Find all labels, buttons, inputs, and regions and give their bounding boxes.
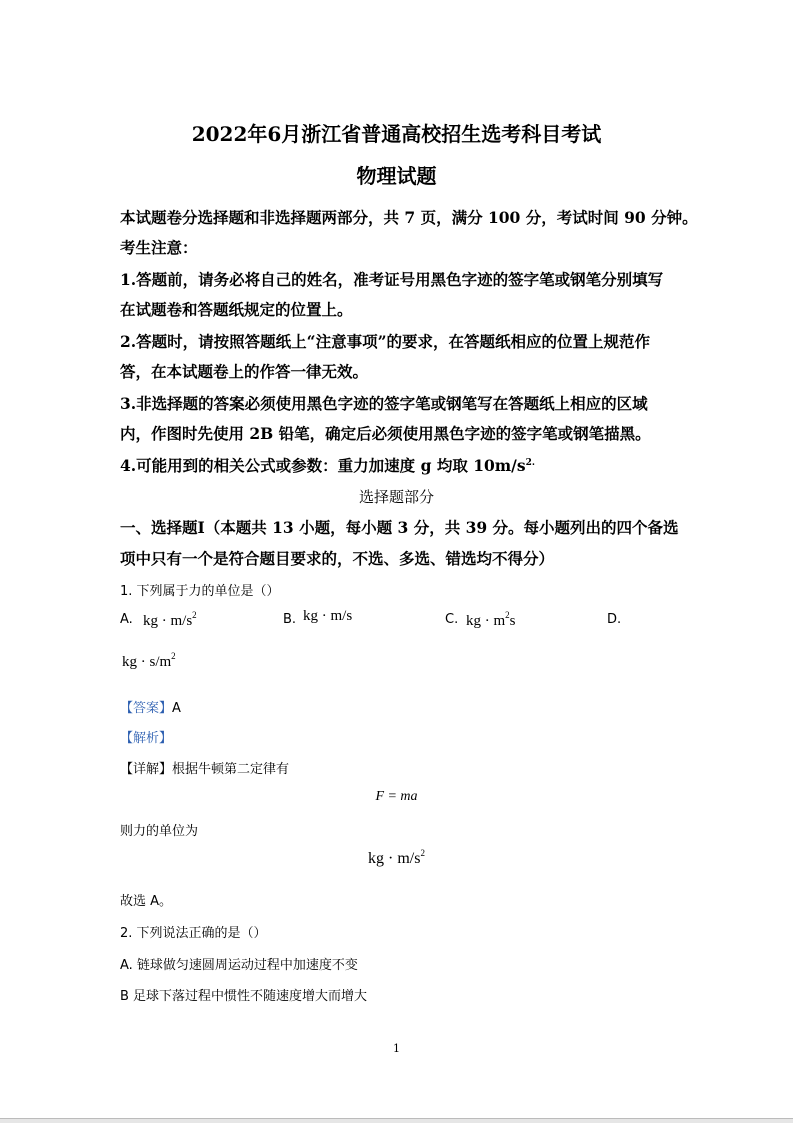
q1-detail [120, 758, 289, 777]
q2-option-a: A. 链球做匀速圆周运动过程中加速度不变 [120, 958, 358, 973]
q1-option-c-sup: 2 [505, 610, 510, 620]
q1-option-b-label: B. [283, 612, 297, 627]
q1-unit-value [0, 848, 793, 868]
q1-option-a-sup: 2 [192, 610, 197, 620]
notice-item-3-line-2: 内，作图时先使用 2B 铅笔，确定后必须使用黑色字迹的签字笔或钢笔描黑。 [120, 424, 651, 443]
page-bottom-edge [0, 1118, 793, 1123]
notice-item-1-line-1: 1.答题前，请务必将自己的姓名，准考证号用黑色字迹的签字笔或钢笔分别填写 [120, 270, 664, 289]
q1-option-a-value [143, 610, 197, 630]
page-subtitle: 物理试题 [356, 164, 437, 188]
q1-option-d-sup: 2 [171, 651, 176, 661]
notice-item-2-line-1: 2.答题时，请按照答题纸上“注意事项”的要求，在答题纸相应的位置上规范作 [120, 332, 651, 351]
q1-answer-tag: 【答案】 [120, 701, 173, 716]
notice-item-4 [120, 454, 535, 476]
q1-answer [120, 697, 181, 716]
question-2-stem: 2. 下列说法正确的是（） [120, 926, 267, 941]
q1-analysis-tag: 【解析】 [120, 731, 173, 746]
q1-option-b-value: kg · m/s [303, 608, 353, 624]
q1-unit-base: kg · m/s [368, 850, 421, 867]
q1-unit-text: 则力的单位为 [120, 824, 199, 839]
notice-item-4-superscript: 2. [525, 457, 535, 468]
q1-conclusion: 故选 A。 [120, 894, 173, 909]
q1-formula: F = ma [375, 789, 418, 804]
q1-option-c-label: C. [445, 612, 459, 627]
q1-option-d-value [122, 651, 176, 671]
page-number: 1 [393, 1042, 400, 1055]
notice-item-3-line-1: 3.非选择题的答案必须使用黑色字迹的签字笔或钢笔写在答题纸上相应的区域 [120, 394, 648, 413]
q1-answer-value: A [172, 701, 181, 716]
q1-unit-sup: 2 [420, 848, 425, 858]
section-heading-line-2: 项中只有一个是符合题目要求的，不选、多选、错选均不得分） [120, 549, 555, 568]
notice-heading: 考生注意： [120, 238, 198, 257]
section-title: 选择题部分 [358, 488, 434, 506]
question-1-stem: 1. 下列属于力的单位是（） [120, 584, 280, 599]
q1-option-c-tail: s [509, 613, 516, 629]
notice-item-1-line-2: 在试题卷和答题纸规定的位置上。 [120, 300, 353, 319]
q1-option-c-value [466, 610, 516, 630]
q1-option-c-base: kg · m [466, 613, 506, 629]
notice-item-4-text: 4.可能用到的相关公式或参数：重力加速度 g 均取 10m/s [120, 456, 526, 475]
q1-detail-text: 根据牛顿第二定律有 [172, 762, 290, 777]
section-heading-line-1: 一、选择题Ⅰ（本题共 13 小题，每小题 3 分，共 39 分。每小题列出的四个备选 [120, 518, 679, 537]
intro-text: 本试题卷分选择题和非选择题两部分，共 7 页，满分 100 分，考试时间 90 分钟。 [120, 208, 698, 227]
q1-option-a-label: A. [120, 612, 133, 627]
page-title: 2022年6月浙江省普通高校招生选考科目考试 [191, 122, 602, 146]
notice-item-2-line-2: 答，在本试题卷上的作答一律无效。 [120, 362, 369, 381]
q1-option-d-label: D. [607, 612, 622, 627]
q1-option-a-base: kg · m/s [143, 613, 193, 629]
q1-detail-tag: 【详解】 [120, 762, 173, 777]
q1-option-d-base: kg · s/m [122, 654, 172, 670]
q2-option-b: B 足球下落过程中惯性不随速度增大而增大 [120, 989, 368, 1004]
